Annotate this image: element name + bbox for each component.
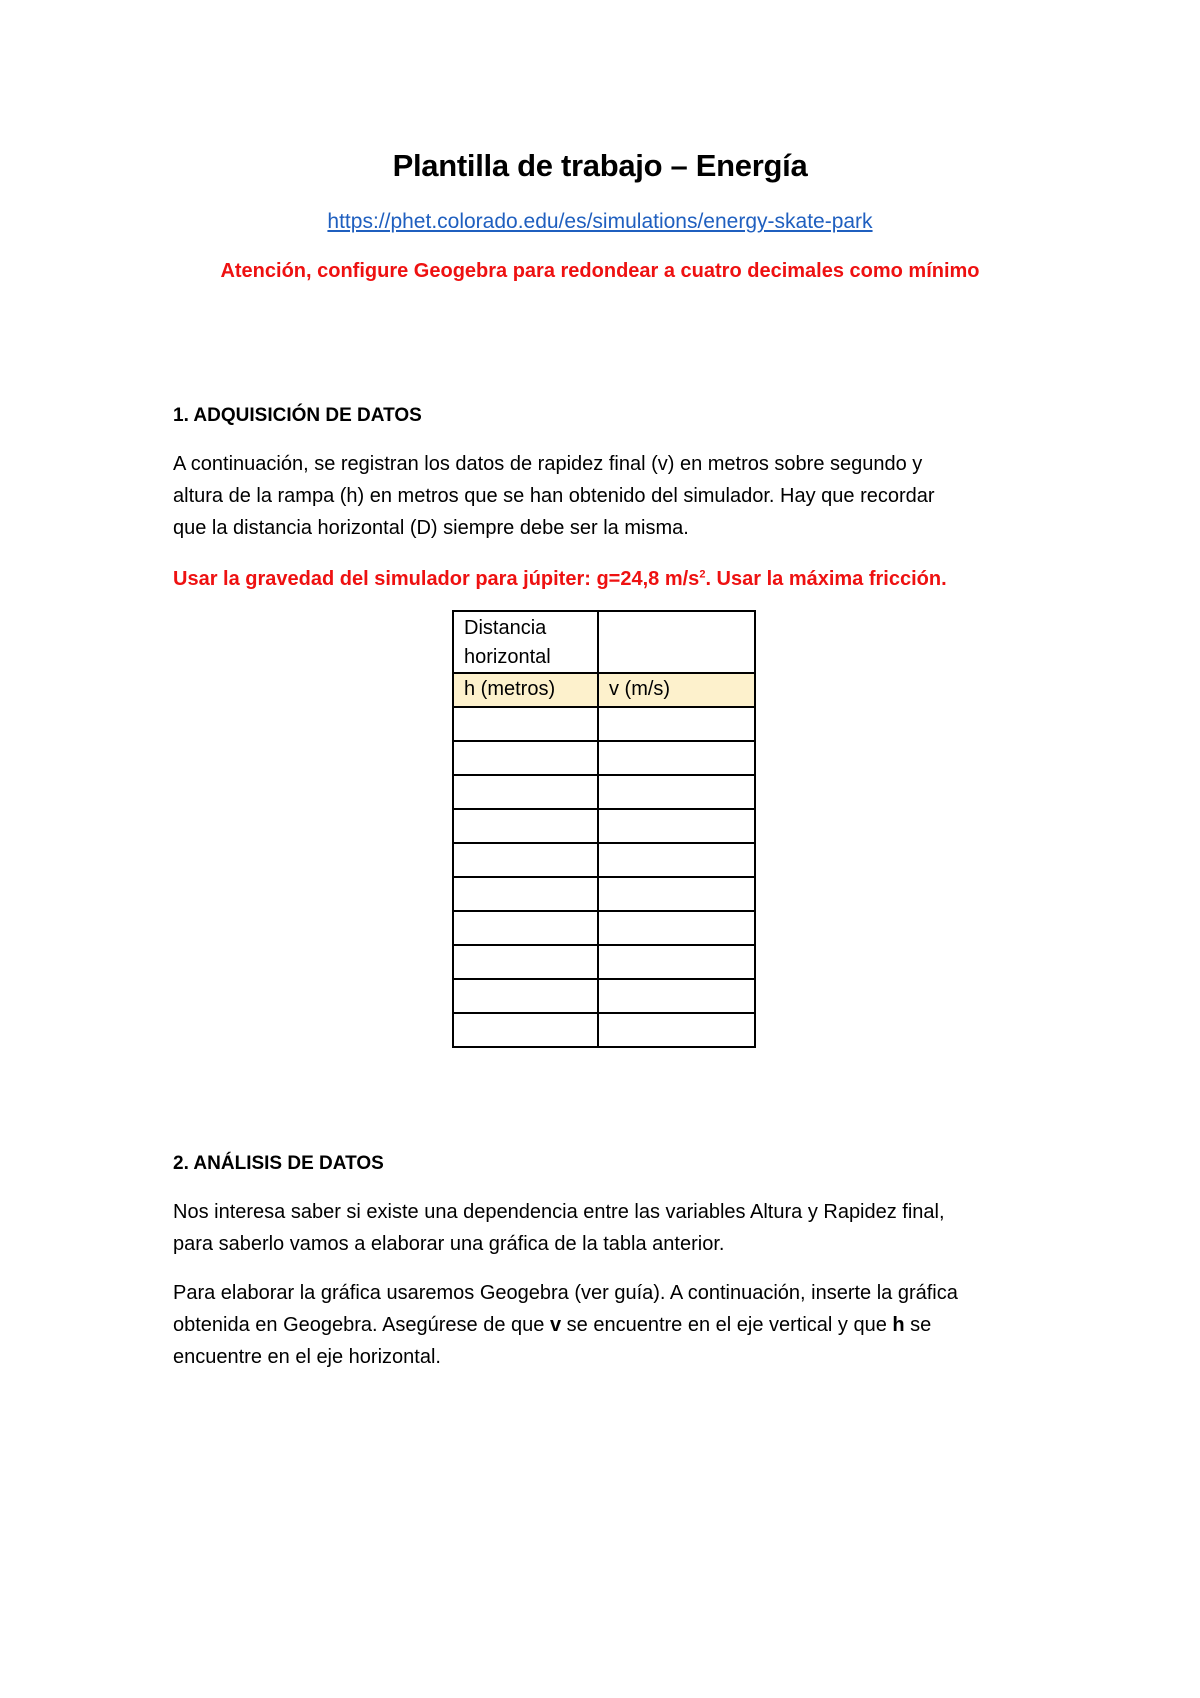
gravity-instruction-part2: . Usar la máxima fricción. bbox=[705, 568, 947, 590]
distance-label-line-2: horizontal bbox=[464, 646, 551, 668]
h-cell[interactable] bbox=[453, 877, 598, 911]
v-cell[interactable] bbox=[598, 843, 755, 877]
v-cell[interactable] bbox=[598, 775, 755, 809]
section1-heading: 1. ADQUISICIÓN DE DATOS bbox=[173, 405, 422, 426]
data-table bbox=[452, 610, 756, 1048]
warning-text: Atención, configure Geogebra para redondear a cuatro decimales como mínimo bbox=[220, 260, 980, 282]
para2-text-a: obtenida en Geogebra. Asegúrese de que bbox=[173, 1314, 550, 1336]
gravity-instruction-superscript: 2 bbox=[699, 568, 706, 581]
section1-para-line-1: A continuación, se registran los datos de rapidez final (v) en metros sobre segundo y bbox=[173, 453, 923, 475]
simulation-link[interactable]: https://phet.colorado.edu/es/simulations/energy-skate-park bbox=[327, 210, 873, 233]
column-header-v: v (m/s) bbox=[598, 673, 755, 707]
h-cell[interactable] bbox=[453, 843, 598, 877]
table-row bbox=[453, 775, 755, 809]
section2-para1-line-2: para saberlo vamos a elaborar una gráfica de la tabla anterior. bbox=[173, 1233, 725, 1255]
para2-bold-h: h bbox=[892, 1314, 905, 1336]
v-cell[interactable] bbox=[598, 979, 755, 1013]
h-cell[interactable] bbox=[453, 945, 598, 979]
section2-para2-line-3: encuentre en el eje horizontal. bbox=[173, 1346, 441, 1368]
section2-paragraph-1 bbox=[173, 1196, 1043, 1260]
section2-para2-line-2 bbox=[173, 1309, 1043, 1341]
table-row bbox=[453, 911, 755, 945]
table-row bbox=[453, 877, 755, 911]
v-cell[interactable] bbox=[598, 945, 755, 979]
section2-heading: 2. ANÁLISIS DE DATOS bbox=[173, 1153, 384, 1174]
table-header-row bbox=[453, 673, 755, 707]
h-cell[interactable] bbox=[453, 1013, 598, 1047]
v-cell[interactable] bbox=[598, 1013, 755, 1047]
section1-paragraph bbox=[173, 448, 1043, 544]
gravity-instruction bbox=[173, 563, 1043, 595]
document-title: Plantilla de trabajo – Energía bbox=[392, 148, 808, 183]
section2-paragraph-2 bbox=[173, 1277, 1043, 1373]
v-cell[interactable] bbox=[598, 707, 755, 741]
para2-text-c: se bbox=[904, 1314, 932, 1336]
section2-para1-line-1: Nos interesa saber si existe una dependencia entre las variables Altura y Rapidez final, bbox=[173, 1201, 945, 1223]
section1-para-line-3: que la distancia horizontal (D) siempre debe ser la misma. bbox=[173, 517, 689, 539]
h-cell[interactable] bbox=[453, 979, 598, 1013]
h-cell[interactable] bbox=[453, 911, 598, 945]
gravity-instruction-part1: Usar la gravedad del simulador para júpiter: g=24,8 m/s bbox=[173, 568, 700, 590]
table-row bbox=[453, 707, 755, 741]
table-row bbox=[453, 979, 755, 1013]
h-cell[interactable] bbox=[453, 741, 598, 775]
table-row bbox=[453, 1013, 755, 1047]
h-cell[interactable] bbox=[453, 707, 598, 741]
distance-label-cell bbox=[453, 611, 598, 673]
v-cell[interactable] bbox=[598, 809, 755, 843]
distance-row bbox=[453, 611, 755, 673]
v-cell[interactable] bbox=[598, 877, 755, 911]
v-cell[interactable] bbox=[598, 911, 755, 945]
column-header-h: h (metros) bbox=[453, 673, 598, 707]
para2-bold-v: v bbox=[549, 1314, 562, 1336]
h-cell[interactable] bbox=[453, 775, 598, 809]
distance-label-line-1: Distancia bbox=[464, 617, 547, 639]
distance-value-cell[interactable] bbox=[598, 611, 755, 673]
para2-text-b: se encuentre en el eje vertical y que bbox=[561, 1314, 893, 1336]
section2-para2-line-1: Para elaborar la gráfica usaremos Geogebra (ver guía). A continuación, inserte la gráfica bbox=[173, 1282, 958, 1304]
table-row bbox=[453, 843, 755, 877]
h-cell[interactable] bbox=[453, 809, 598, 843]
table-row bbox=[453, 809, 755, 843]
table-row bbox=[453, 945, 755, 979]
table-row bbox=[453, 741, 755, 775]
v-cell[interactable] bbox=[598, 741, 755, 775]
section1-para-line-2: altura de la rampa (h) en metros que se han obtenido del simulador. Hay que recordar bbox=[173, 485, 935, 507]
